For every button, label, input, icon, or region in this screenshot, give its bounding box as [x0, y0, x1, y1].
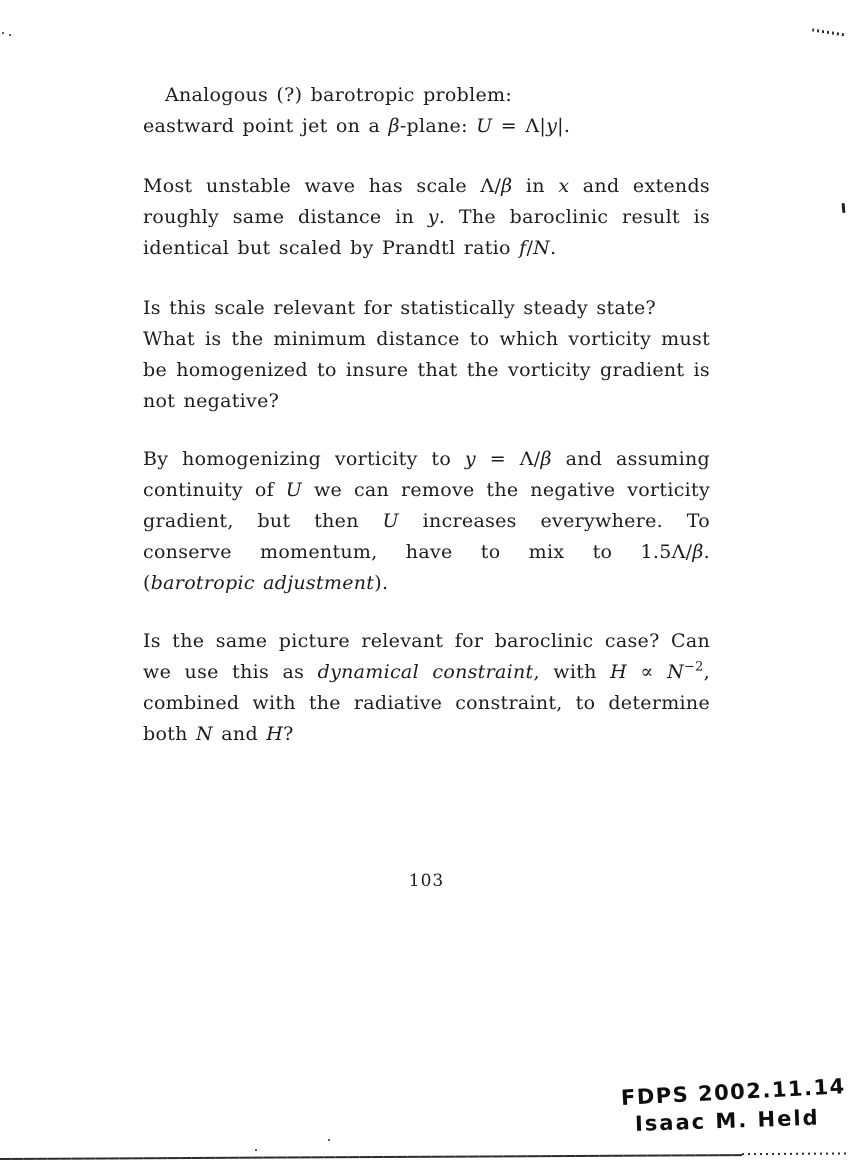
scan-artifact-top-right-squiggle [812, 28, 846, 36]
scan-artifact-speck [255, 1149, 257, 1151]
scan-artifact-top-left-dot [9, 34, 11, 36]
paragraph-scale-relevance-question: Is this scale relevant for statistically steady state? What is the minimum distance to which vorticity must be homogenized to insure that the vorticity gradient is not negative? [143, 297, 710, 412]
scan-edge-line [0, 1153, 848, 1161]
scan-artifact-speck [328, 1139, 330, 1141]
scan-artifact-right-edge-mark [842, 203, 846, 213]
paragraph-analogous-problem: Analogous (?) barotropic problem: eastward point jet on a β-plane: U = Λ|y|. [143, 84, 571, 137]
paragraph-most-unstable-wave: Most unstable wave has scale Λ/β in x and extends roughly same distance in y. The baroclinic result is identical but scaled by Prandtl ratio f/N. [143, 175, 711, 259]
scan-edge-line-solid-segment [0, 1154, 742, 1160]
handwriting-date: FDPS 2002.11.14 [620, 1074, 847, 1110]
paragraph-baroclinic-question: Is the same picture relevant for baroclinic case? Can we use this as dynamical constraint, with $H \propto N^{-2}$, combined with the radiative constraint, to determine both N and H? [143, 630, 711, 745]
page-number: 103 [408, 871, 445, 891]
paragraph-barotropic-adjustment: By homogenizing vorticity to y = Λ/β and assuming continuity of U we can remove the negative vorticity gradient, but then U increases everywhere. To conserve momentum, have to mix to 1.5Λ/β. (barotropic adjustment). [143, 448, 710, 594]
handwriting-author-name: Isaac M. Held [634, 1105, 820, 1136]
scan-artifact-top-left-dot [2, 32, 4, 34]
scan-edge-line-dotted-segment [742, 1152, 848, 1155]
